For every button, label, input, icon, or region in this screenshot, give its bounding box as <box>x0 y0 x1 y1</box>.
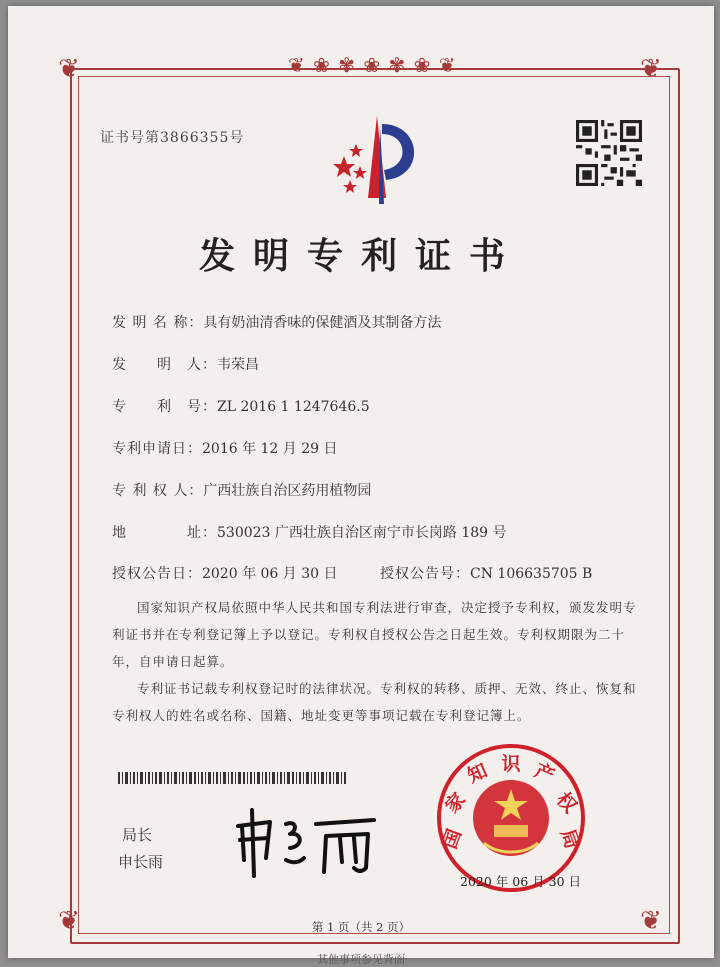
top-ornament: ❦ ❀ ✾ ❀ ✾ ❀ ❦ <box>288 53 457 77</box>
field-grant-date <box>112 563 338 583</box>
svg-text:识: 识 <box>501 753 521 775</box>
field-invention-name <box>112 312 441 332</box>
field-value: 530023 广西壮族自治区南宁市长岗路 189 号 <box>217 525 507 541</box>
field-label: 授权公告号： <box>380 566 470 582</box>
field-value: ZL 2016 1 1247646.5 <box>217 399 370 415</box>
field-value: CN 106635705 B <box>470 566 593 582</box>
grant-statement-paragraph: 国家知识产权局依照中华人民共和国专利法进行审查，决定授予专利权，颁发发明专利证书并在专利登记簿上予以登记。专利权自授权公告之日起生效。专利权期限为二十年，自申请日起算。 <box>112 600 637 669</box>
qr-code-icon <box>576 120 642 186</box>
corner-ornament-top-right: ❦ <box>640 54 662 84</box>
corner-ornament-bottom-left: ❦ <box>58 906 80 936</box>
svg-text:产: 产 <box>531 759 558 788</box>
field-value: 具有奶油清香味的保健酒及其制备方法 <box>203 315 442 331</box>
svg-text:国: 国 <box>438 826 466 852</box>
field-inventor <box>112 354 259 374</box>
corner-ornament-top-left: ❦ <box>58 54 80 84</box>
field-filing-date <box>112 438 338 458</box>
field-label: 专利申请日： <box>112 441 202 457</box>
field-patent-number <box>112 396 370 416</box>
director-name: 申长雨 <box>118 853 164 871</box>
field-label: 专 利 号： <box>112 399 217 415</box>
field-value: 2016 年 12 月 29 日 <box>202 441 338 457</box>
certificate-title: 发明专利证书 <box>198 235 523 277</box>
field-grant-number <box>380 563 592 583</box>
svg-text:局: 局 <box>556 826 584 852</box>
page-number: 第 1 页（共 2 页） <box>311 920 411 934</box>
legal-status-paragraph: 专利证书记载专利权登记时的法律状况。专利权的转移、质押、无效、终止、恢复和专利权人的姓名或名称、国籍、地址变更等事项记载在专利登记簿上。 <box>112 681 637 723</box>
footer-note: 其他事项参见背面 <box>317 953 405 966</box>
official-seal-icon <box>436 743 586 893</box>
barcode-icon <box>118 772 346 784</box>
seal-date: 2020 年 06 月 30 日 <box>460 874 581 889</box>
certificate-number: 证书号第3866355号 <box>100 130 245 146</box>
field-address <box>112 522 507 542</box>
field-patentee <box>112 480 371 500</box>
field-label: 发 明 名 称： <box>112 315 204 331</box>
field-label: 地 址： <box>112 525 217 541</box>
field-label: 发 明 人： <box>112 357 217 373</box>
field-label: 授权公告日： <box>112 566 202 582</box>
field-label: 专 利 权 人： <box>112 483 204 499</box>
director-signature <box>230 802 380 880</box>
field-value: 韦荣昌 <box>217 357 259 373</box>
svg-text:家: 家 <box>441 788 471 818</box>
field-value: 广西壮族自治区药用植物园 <box>203 483 372 499</box>
director-title: 局长 <box>122 826 153 844</box>
svg-text:权: 权 <box>551 788 581 818</box>
field-value: 2020 年 06 月 30 日 <box>202 566 338 582</box>
cnipa-logo-icon <box>322 114 432 208</box>
svg-text:知: 知 <box>464 759 491 788</box>
certificate-sheet <box>8 6 714 966</box>
corner-ornament-bottom-right: ❦ <box>640 906 662 936</box>
